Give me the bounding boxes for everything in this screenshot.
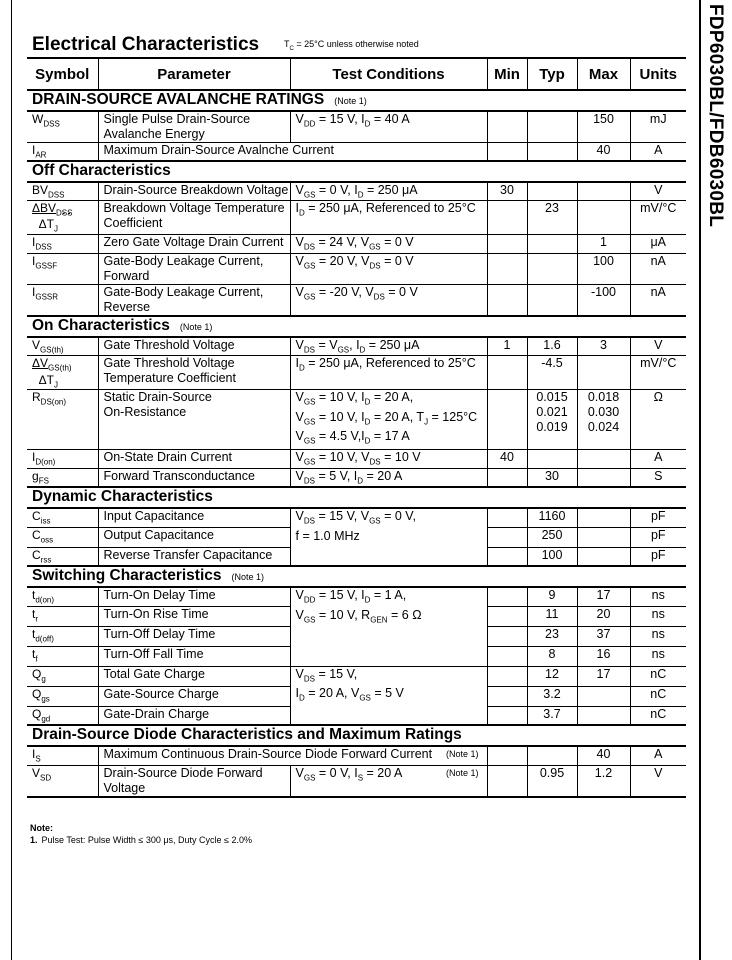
symbol-cell: $\Delta BV_{DSS}$ $\Delta T_J$ [32, 201, 73, 234]
max-cell: 1.2 [577, 765, 630, 797]
units-cell: V [630, 182, 686, 201]
units-cell: S [630, 468, 686, 487]
parameter-cell: Gate-Body Leakage Current, Forward [98, 253, 290, 284]
test-cell: $V_{GS} = 0$ V, $I_D = 250$ μA [290, 182, 487, 201]
section-note: (Note 1) [334, 96, 367, 106]
parameter-cell: Gate Threshold Voltage Temperature Coefficient [98, 356, 290, 390]
symbol-cell: $I_{DSS}$ [32, 234, 52, 252]
section-on [27, 316, 686, 337]
test-cell: $V_{GS} = 0$ V, $I_S = 20$ A (Note 1) [290, 765, 487, 797]
parameter-cell: Turn-On Rise Time [98, 606, 290, 626]
parameter-cell: Reverse Transfer Capacitance [98, 547, 290, 566]
parameter-cell: Drain-Source Diode Forward Voltage [98, 765, 290, 797]
typ-cell: 3.7 [527, 706, 577, 725]
table-row [27, 449, 686, 468]
electrical-characteristics-table [27, 57, 686, 798]
symbol-cell: $I_S$ [32, 747, 41, 764]
section-diode [27, 725, 686, 746]
parameter-cell: On-State Drain Current [98, 449, 290, 468]
symbol-cell: $g_{FS}$ [32, 468, 49, 485]
table-row [27, 666, 686, 686]
units-cell: A [630, 449, 686, 468]
min-cell: 1 [487, 337, 527, 356]
table-row [27, 765, 686, 797]
parameter-cell: Turn-Off Fall Time [98, 646, 290, 666]
parameter-cell: Breakdown Voltage Temperature Coefficient [98, 201, 290, 235]
max-cell: 40 [577, 746, 630, 765]
typ-cell: 30 [527, 468, 577, 487]
max-cell: 20 [577, 606, 630, 626]
parameter-cell: Gate Threshold Voltage [98, 337, 290, 356]
units-cell: mV/°C [630, 201, 686, 235]
table-row [27, 143, 686, 161]
row-note: (Note 1) [445, 767, 479, 778]
symbol-cell: $I_{AR}$ [32, 143, 47, 160]
units-cell: ns [630, 626, 686, 646]
table-row [27, 201, 686, 235]
header-min: Min [487, 58, 527, 90]
typ-cell: 8 [527, 646, 577, 666]
symbol-cell: $t_f$ [32, 646, 38, 663]
symbol-cell: $Q_{gd}$ [32, 706, 51, 723]
section-note: (Note 1) [231, 572, 265, 583]
max-cell: 0.018 0.030 0.024 [577, 390, 630, 450]
units-cell: ns [630, 646, 686, 666]
table-row [27, 356, 686, 390]
section-title: Switching Characteristics [32, 567, 222, 585]
parameter-cell: Gate-Source Charge [98, 686, 290, 706]
units-cell: nC [630, 686, 686, 706]
symbol-cell: $t_{d(on)}$ [32, 588, 55, 605]
parameter-cell: Zero Gate Voltage Drain Current [98, 234, 290, 253]
max-cell: 1 [577, 234, 630, 253]
test-cell: $V_{DD} = 15$ V, $I_D = 40$ A [290, 111, 487, 143]
symbol-cell: $\Delta V_{GS(th)}$ $\Delta T_J$ [32, 356, 72, 390]
table-row [27, 253, 686, 284]
typ-cell: 23 [527, 626, 577, 646]
symbol-cell: $Q_g$ [32, 666, 46, 683]
typ-cell: 1.6 [527, 337, 577, 356]
units-cell: nA [630, 284, 686, 316]
symbol-cell: $V_{GS(th)}$ [32, 337, 64, 355]
footnote [30, 835, 252, 845]
table-header-row [27, 58, 686, 90]
header-units: Units [630, 58, 686, 90]
units-cell: nC [630, 706, 686, 725]
table-row [27, 111, 686, 143]
max-cell: 150 [577, 111, 630, 143]
parameter-cell: Static Drain-Source On-Resistance [98, 390, 290, 450]
parameter-cell: Drain-Source Breakdown Voltage [98, 182, 290, 201]
units-cell: V [630, 337, 686, 356]
symbol-cell: $V_{SD}$ [32, 765, 52, 782]
units-cell: pF [630, 527, 686, 547]
units-cell: ns [630, 606, 686, 626]
table-row [27, 337, 686, 356]
symbol-cell: $W_{DSS}$ [32, 112, 60, 129]
parameter-cell: Maximum Drain-Source Avalnche Current [98, 143, 487, 161]
section-title: DRAIN-SOURCE AVALANCHE RATINGS [32, 91, 325, 108]
page-border-left [11, 0, 12, 960]
units-cell: Ω [630, 390, 686, 450]
section-title: Drain-Source Diode Characteristics and Maximum Ratings [32, 726, 462, 744]
symbol-cell: $BV_{DSS}$ [32, 182, 65, 199]
max-cell: 17 [577, 587, 630, 606]
test-cell: $I_D = 250$ μA, Referenced to 25°C [290, 201, 487, 235]
footnote-title: Note: [30, 823, 53, 833]
typ-cell: -4.5 [527, 356, 577, 390]
row-note: (Note 1) [445, 749, 479, 760]
test-cell: $V_{GS} = 20$ V, $V_{DS} = 0$ V [290, 253, 487, 284]
footnote-number: 1. [30, 835, 38, 845]
header-typ: Typ [527, 58, 577, 90]
parameter-cell: Maximum Continuous Drain-Source Diode Forward Current (Note 1) [98, 746, 487, 765]
units-cell: pF [630, 547, 686, 566]
parameter-cell: Turn-Off Delay Time [98, 626, 290, 646]
units-cell: pF [630, 508, 686, 527]
units-cell: V [630, 765, 686, 797]
max-cell: -100 [577, 284, 630, 316]
max-cell: 16 [577, 646, 630, 666]
header-test-conditions: Test Conditions [290, 58, 487, 90]
units-cell: A [630, 746, 686, 765]
header-max: Max [577, 58, 630, 90]
header-symbol: Symbol [27, 58, 98, 90]
units-cell: mV/°C [630, 356, 686, 390]
section-title: Dynamic Characteristics [32, 488, 213, 506]
table-row [27, 234, 686, 253]
parameter-cell: Turn-On Delay Time [98, 587, 290, 606]
symbol-cell: $I_{D(on)}$ [32, 449, 56, 466]
test-cell: $V_{DS} = 15$ V, $I_D = 20$ A, $V_{GS} = 5$ V [290, 666, 487, 725]
parameter-cell: Gate-Drain Charge [98, 706, 290, 725]
section-dynamic [27, 487, 686, 508]
units-cell: ns [630, 587, 686, 606]
typ-cell: 1160 [527, 508, 577, 527]
symbol-cell: $I_{GSSR}$ [32, 284, 59, 302]
test-cell: $V_{GS} = 10$ V, $V_{DS} = 10$ V [290, 449, 487, 468]
symbol-cell: $I_{GSSF}$ [32, 253, 58, 271]
symbol-cell: $t_r$ [32, 606, 39, 623]
max-cell: 17 [577, 666, 630, 686]
units-cell: μA [630, 234, 686, 253]
test-cell: $V_{GS} = -20$ V, $V_{DS} = 0$ V [290, 284, 487, 316]
typ-cell: 0.015 0.021 0.019 [527, 390, 577, 450]
section-title: On Characteristics [32, 316, 170, 334]
page-border-right [699, 0, 701, 960]
typ-cell: 100 [527, 547, 577, 566]
section-avalanche [27, 90, 686, 111]
symbol-cell: $Q_{gs}$ [32, 686, 50, 703]
test-cell: $V_{DS} = 15$ V, $V_{GS} = 0$ V, f = 1.0 MHz [290, 508, 487, 566]
symbol-cell: $C_{iss}$ [32, 509, 51, 526]
parameter-cell: Input Capacitance [98, 508, 290, 527]
side-part-number: FDP6030BL/FDB6030BL [705, 4, 726, 228]
typ-cell: 3.2 [527, 686, 577, 706]
table-row [27, 746, 686, 765]
symbol-cell: $t_{d(off)}$ [32, 626, 54, 643]
symbol-cell: $R_{DS(on)}$ [32, 390, 67, 407]
units-cell: nA [630, 253, 686, 284]
test-conditions-note: $T_C = 25^\circ C$ unless otherwise noted [284, 39, 419, 52]
page-title: Electrical Characteristics [32, 34, 260, 55]
units-cell: A [630, 143, 686, 161]
parameter-cell: Gate-Body Leakage Current, Reverse [98, 284, 290, 316]
parameter-cell: Output Capacitance [98, 527, 290, 547]
parameter-cell: Forward Transconductance [98, 468, 290, 487]
test-cell: $I_D = 250$ μA, Referenced to 25°C [290, 356, 487, 390]
min-cell: 40 [487, 449, 527, 468]
units-cell: mJ [630, 111, 686, 143]
section-note: (Note 1) [179, 321, 213, 332]
test-cell: $V_{GS} = 10$ V, $I_D = 20$ A, $V_{GS} = 10$ V, $I_D = 20$ A, $T_J = 125^\circ C$ $V_{GS} = 4.5$ $V,I_D = 17$ A [290, 390, 487, 450]
typ-cell: 12 [527, 666, 577, 686]
table-row [27, 587, 686, 606]
symbol-cell: $C_{oss}$ [32, 527, 54, 544]
table-row [27, 468, 686, 487]
table-row [27, 284, 686, 316]
max-cell: 3 [577, 337, 630, 356]
max-cell: 100 [577, 253, 630, 284]
test-cell: $V_{DS} = 5$ V, $I_D = 20$ A [290, 468, 487, 487]
table-row [27, 182, 686, 201]
typ-cell: 0.95 [527, 765, 577, 797]
typ-cell: 9 [527, 587, 577, 606]
max-cell: 37 [577, 626, 630, 646]
parameter-cell: Total Gate Charge [98, 666, 290, 686]
table-row [27, 390, 686, 450]
test-cell: $V_{DS} = 24$ V, $V_{GS} = 0$ V [290, 234, 487, 253]
footnote-text: Pulse Test: Pulse Width ≤ 300 μs, Duty Cycle ≤ 2.0% [41, 835, 253, 845]
typ-cell: 250 [527, 527, 577, 547]
section-title: Off Characteristics [32, 161, 171, 179]
units-cell: nC [630, 666, 686, 686]
header-parameter: Parameter [98, 58, 290, 90]
typ-cell: 23 [527, 201, 577, 235]
max-cell: 40 [577, 143, 630, 161]
test-cell: $V_{DS} = V_{GS}$, $I_D = 250$ μA [290, 337, 487, 356]
test-cell: $V_{DD} = 15$ V, $I_D = 1$ A, $V_{GS} = 10$ V, $R_{GEN} = 6$ Ω [290, 587, 487, 666]
section-switching [27, 566, 686, 587]
parameter-cell: Single Pulse Drain-Source Avalanche Energy [98, 111, 290, 143]
typ-cell: 11 [527, 606, 577, 626]
min-cell: 30 [487, 182, 527, 201]
section-off [27, 161, 686, 182]
table-row [27, 508, 686, 527]
symbol-cell: $C_{rss}$ [32, 547, 52, 564]
